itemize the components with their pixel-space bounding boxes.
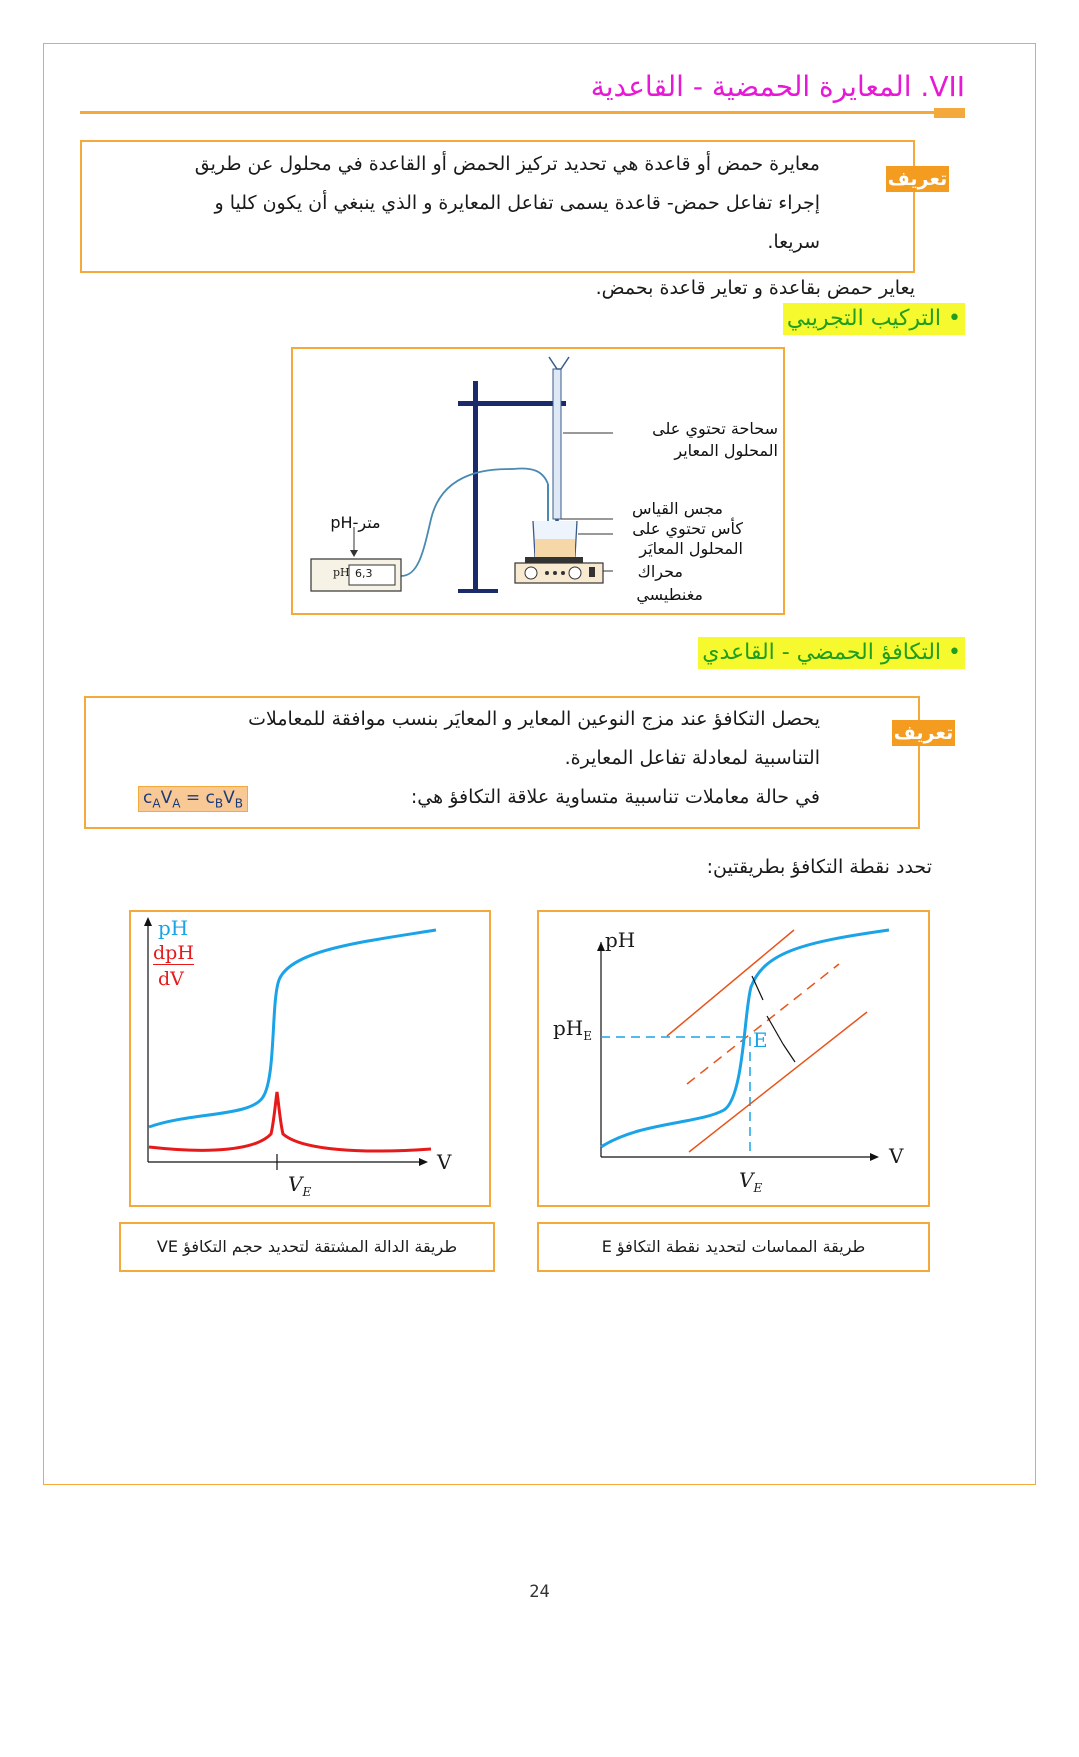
formula-equals: = (180, 788, 206, 808)
derivative-graph (129, 910, 491, 1207)
distance-mark-1 (752, 976, 763, 1000)
definition-2-line-1: يحصل التكافؤ عند مزج النوعين المعاير و المعايَر بنسب موافقة للمعاملات (248, 708, 820, 730)
left-x-label: V (437, 1150, 452, 1174)
burette-label-1: سحاحة تحتوي على (652, 419, 778, 438)
setup-figure (291, 347, 785, 615)
stirrer-dot-2 (553, 571, 557, 575)
ph-meter-label: pH (333, 566, 350, 579)
left-y-arrow (144, 917, 152, 926)
right-ve-label (739, 1168, 762, 1195)
definition-1-line-1: معايرة حمض أو قاعدة هي تحديد تركيز الحمض أو القاعدة في محلول عن طريق (194, 153, 820, 175)
stirrer-dot-1 (545, 571, 549, 575)
tangent-lower (689, 1012, 867, 1152)
intro-line: يعاير حمض بقاعدة و تعاير قاعدة بحمض. (595, 277, 915, 299)
right-ve-sub: E (753, 1181, 763, 1195)
stirrer-label-2: مغنطيسي (636, 585, 703, 604)
caption-tangent-method: طريقة المماسات لتحديد نقطة التكافؤ E (537, 1222, 930, 1272)
title-underline (80, 111, 965, 114)
stand-rod (473, 381, 478, 591)
right-phe-label (553, 1016, 592, 1043)
right-phe-sub: E (583, 1029, 593, 1043)
distance-mark-2 (767, 1016, 783, 1044)
formula-sub-b1: B (214, 796, 224, 811)
definition-text-1 (105, 145, 820, 262)
definition-2-line-2: التناسبية لمعادلة تفاعل المعايرة. (564, 747, 820, 769)
stand-base (458, 589, 498, 593)
derivative-curve (149, 1092, 431, 1151)
stirrer-knob-2 (569, 567, 581, 579)
tangent-graph-svg (539, 912, 928, 1205)
definition-1-line-3: سريعا. (767, 231, 820, 253)
clamp-arm (458, 401, 566, 406)
left-dph-label: dpH (153, 942, 194, 964)
section-number: VII. (920, 70, 965, 103)
definition-tag-1: تعريف (887, 168, 948, 190)
ph-meter-arrow (350, 550, 358, 557)
bullet-experimental-setup: • التركيب التجريبي (783, 303, 965, 335)
right-x-arrow (870, 1153, 879, 1161)
ph-meter-title: pH-متر (330, 513, 381, 532)
formula-sub-b2: B (234, 796, 243, 811)
page-number: 24 (529, 1582, 550, 1602)
ph-meter-value: 6,3 (355, 567, 373, 580)
formula-sub-a2: A (172, 796, 181, 811)
beaker-solution (535, 539, 575, 557)
probe-label: مجس القياس (631, 499, 723, 518)
beaker-label-2: المحلول المعايَر (639, 539, 743, 558)
left-dv-label: dV (158, 968, 184, 990)
right-phe-ph: pH (553, 1016, 584, 1040)
formula-c2: c (205, 788, 215, 808)
bullet-equivalence: • التكافؤ الحمضي - القاعدي (698, 637, 965, 669)
burette (553, 369, 561, 519)
right-ph-label: pH (605, 928, 636, 952)
definition-tag-2: تعريف (893, 722, 954, 744)
burette-label-2: المحلول المعاير (674, 441, 778, 460)
caption-derivative-method: طريقة الدالة المشتقة لتحديد حجم التكافؤ VE (119, 1222, 495, 1272)
tangent-upper (667, 930, 794, 1036)
left-ve-sub: E (302, 1185, 312, 1199)
beaker-label-1: كأس تحتوي على (632, 519, 743, 538)
right-ve-v: V (739, 1168, 754, 1192)
right-y-arrow (597, 942, 605, 951)
title-underline-tab (934, 108, 965, 118)
stirrer-knob-1 (525, 567, 537, 579)
burette-funnel (549, 357, 569, 369)
ph-curve-tangent (601, 930, 889, 1147)
formula-v1: V (160, 788, 173, 808)
left-ph-label: pH (158, 916, 189, 940)
section-title-text: المعايرة الحمضية - القاعدية (590, 70, 912, 103)
equivalence-formula (138, 786, 248, 812)
stirrer-dot-3 (561, 571, 565, 575)
formula-sub-a1: A (152, 796, 161, 811)
left-ve-v: V (288, 1172, 303, 1196)
section-title (560, 70, 965, 103)
definition-1-line-2: إجراء تفاعل حمض- قاعدة يسمى تفاعل المعايرة و الذي ينبغي أن يكون كليا و (214, 192, 820, 214)
tangent-median (687, 964, 839, 1084)
methods-line: تحدد نقطة التكافؤ بطريقتين: (706, 856, 932, 878)
tangent-graph (537, 910, 930, 1207)
formula-c1: c (143, 788, 153, 808)
equivalence-point-label: E (753, 1028, 768, 1052)
formula-v2: V (223, 788, 235, 808)
definition-2-line-3: في حالة معاملات تناسبية متساوية علاقة التكافؤ هي: (410, 786, 820, 808)
distance-mark-3 (783, 1044, 795, 1062)
left-ve-label (288, 1172, 311, 1199)
right-x-label: V (889, 1144, 904, 1168)
stirrer-label-1: محراك (637, 562, 683, 581)
stirrer-top (525, 557, 583, 563)
left-x-arrow (419, 1158, 428, 1166)
